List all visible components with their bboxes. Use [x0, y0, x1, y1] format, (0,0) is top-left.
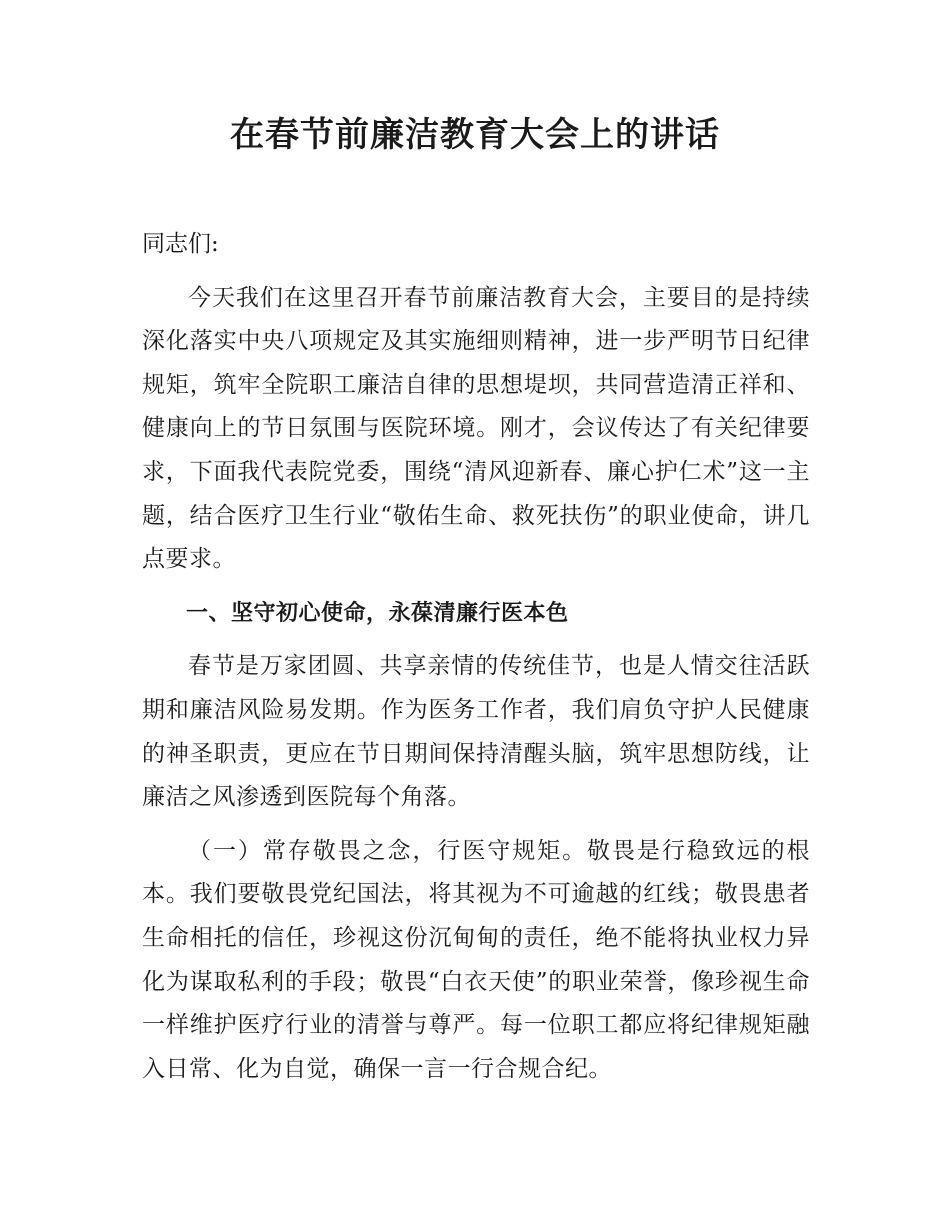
- salutation: 同志们:: [142, 231, 219, 257]
- paragraph-section1: 春节是万家团圆、共享亲情的传统佳节，也是人情交往活跃期和廉洁风险易发期。作为医务工作者，我们肩负守护人民健康的神圣职责，更应在节日期间保持清醒头脑，筑牢思想防线，让廉洁之风渗透到医院每个角落。: [142, 653, 810, 811]
- paragraph-section1-item1: （一）常存敬畏之念，行医守规矩。敬畏是行稳致远的根本。我们要敬畏党纪国法，将其视为不可逾越的红线；敬畏患者生命相托的信任，珍视这份沉甸甸的责任，绝不能将执业权力异化为谋取私利的手段；敬畏“白衣天使”的职业荣誉，像珍视生命一样维护医疗行业的清誉与尊严。每一位职工都应将纪律规矩融入日常、化为自觉，确保一言一行合规合纪。: [142, 837, 810, 1082]
- section-heading-1: 一、坚守初心使命，永葆清廉行医本色: [186, 600, 569, 626]
- document-title: 在春节前廉洁教育大会上的讲话: [230, 115, 720, 155]
- paragraph-intro: 今天我们在这里召开春节前廉洁教育大会，主要目的是持续深化落实中央八项规定及其实施细则精神，进一步严明节日纪律规矩，筑牢全院职工廉洁自律的思想堤坝，共同营造清正祥和、健康向上的节日氛围与医院环境。刚才，会议传达了有关纪律要求，下面我代表院党委，围绕“清风迎新春、廉心护仁术”这一主题，结合医疗卫生行业“敬佑生命、救死扶伤”的职业使命，讲几点要求。: [142, 284, 810, 573]
- document-body: [142, 223, 810, 1101]
